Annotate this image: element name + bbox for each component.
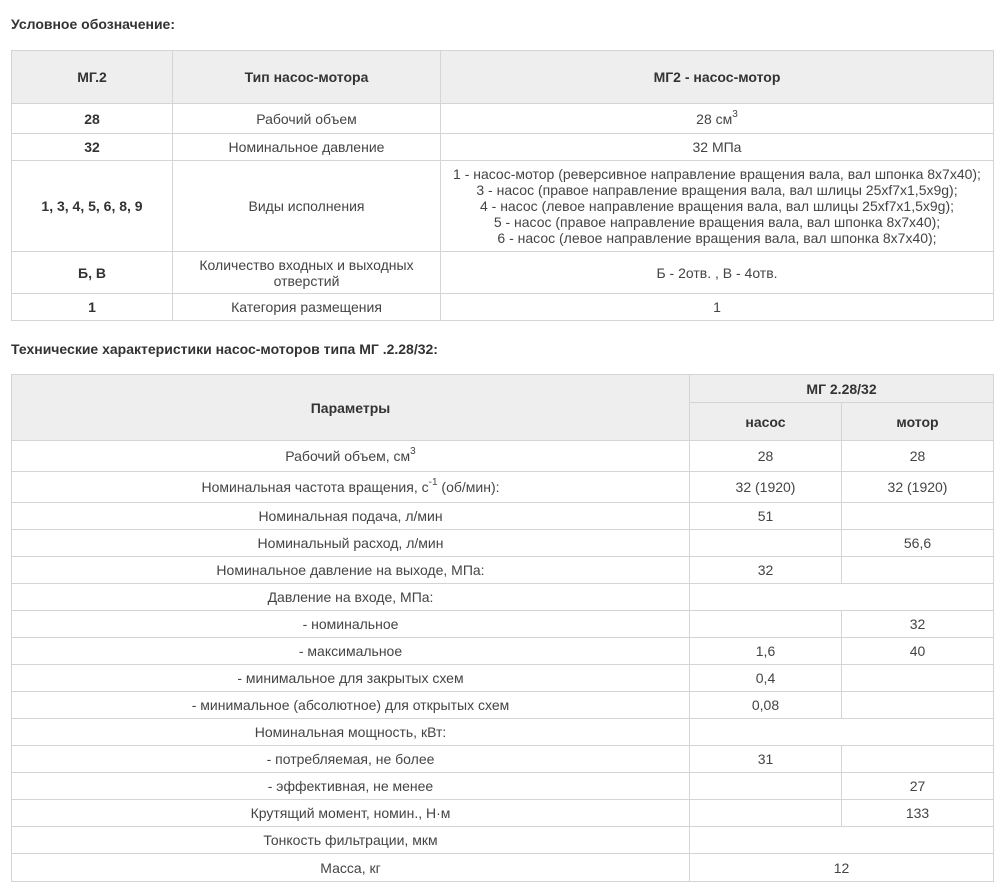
table-row xyxy=(12,530,994,557)
variant-line: 3 - насос (правое направление вращения вала, вал шлицы 25xf7x1,5x9g); xyxy=(476,182,958,198)
table-row xyxy=(12,557,994,584)
merged-cell: 12 xyxy=(690,854,994,882)
motor-cell: 40 xyxy=(842,638,994,665)
value-cell: 32 МПа xyxy=(441,134,994,161)
param-cell: Номинальное давление на выходе, МПа: xyxy=(12,557,690,584)
pump-cell: 0,4 xyxy=(690,665,842,692)
param-cell: - потребляемая, не более xyxy=(12,746,690,773)
table-row xyxy=(12,584,994,611)
param-cell: - номинальное xyxy=(12,611,690,638)
value-cell: 1 xyxy=(441,294,994,321)
table-row xyxy=(12,746,994,773)
table-row xyxy=(12,692,994,719)
header-cell: МГ.2 xyxy=(12,51,173,104)
variant-line: 6 - насос (левое направление вращения вала, вал шпонка 8х7х40); xyxy=(497,230,937,246)
value-cell: Б - 2отв. , В - 4отв. xyxy=(441,252,994,294)
merged-cell xyxy=(690,719,994,746)
header-cell-motor: мотор xyxy=(842,403,994,441)
pump-cell: 51 xyxy=(690,503,842,530)
pump-cell: 31 xyxy=(690,746,842,773)
table-row xyxy=(12,503,994,530)
table-row xyxy=(12,294,994,321)
name-cell: Количество входных и выходных отверстий xyxy=(173,252,441,294)
param-cell xyxy=(12,441,690,472)
pump-cell: 28 xyxy=(690,441,842,472)
table-header-row xyxy=(12,51,994,104)
superscript: 3 xyxy=(732,108,738,120)
param-cell: - эффективная, не менее xyxy=(12,773,690,800)
motor-cell: 133 xyxy=(842,800,994,827)
motor-cell: 27 xyxy=(842,773,994,800)
param-text: Номинальная частота вращения, с xyxy=(201,479,429,495)
motor-cell: 32 xyxy=(842,611,994,638)
pump-cell: 1,6 xyxy=(690,638,842,665)
header-cell-pump: насос xyxy=(690,403,842,441)
header-cell: Тип насос-мотора xyxy=(173,51,441,104)
merged-cell xyxy=(690,827,994,854)
variant-line: 5 - насос (правое направление вращения вала, вал шпонка 8х7х40); xyxy=(493,214,941,230)
motor-cell: 56,6 xyxy=(842,530,994,557)
pump-cell xyxy=(690,611,842,638)
table-row xyxy=(12,800,994,827)
table-row xyxy=(12,161,994,252)
pump-cell xyxy=(690,530,842,557)
table-row xyxy=(12,665,994,692)
motor-cell: 32 (1920) xyxy=(842,472,994,503)
motor-cell xyxy=(842,692,994,719)
param-cell xyxy=(12,472,690,503)
table-row xyxy=(12,773,994,800)
param-cell: Давление на входе, МПа: xyxy=(12,584,690,611)
header-cell-params: Параметры xyxy=(12,375,690,441)
value-text: 28 см xyxy=(696,110,733,127)
code-cell: 28 xyxy=(12,104,173,134)
motor-cell xyxy=(842,557,994,584)
variant-line: 1 - насос-мотор (реверсивное направление вращения вала, вал шпонка 8х7х40); xyxy=(453,166,981,182)
superscript: 3 xyxy=(410,446,416,458)
code-cell: 1, 3, 4, 5, 6, 8, 9 xyxy=(12,161,173,252)
code-cell: 32 xyxy=(12,134,173,161)
header-cell: МГ2 - насос-мотор xyxy=(441,51,994,104)
param-tail: (об/мин): xyxy=(437,479,500,495)
table-header-row xyxy=(12,375,994,403)
superscript: -1 xyxy=(428,477,438,489)
table-row xyxy=(12,134,994,161)
motor-cell xyxy=(842,746,994,773)
name-cell: Рабочий объем xyxy=(173,104,441,134)
value-cell xyxy=(441,104,994,134)
variant-line: 4 - насос (левое направление вращения вала, вал шлицы 25xf7x1,5x9g); xyxy=(479,198,955,214)
pump-cell xyxy=(690,800,842,827)
motor-cell xyxy=(842,665,994,692)
param-cell: Масса, кг xyxy=(12,854,690,882)
name-cell: Виды исполнения xyxy=(173,161,441,252)
code-cell: Б, В xyxy=(12,252,173,294)
header-cell-group: МГ 2.28/32 xyxy=(690,375,994,403)
table-row xyxy=(12,252,994,294)
code-cell: 1 xyxy=(12,294,173,321)
designation-table xyxy=(11,50,994,321)
merged-cell xyxy=(690,584,994,611)
param-cell: Номинальная подача, л/мин xyxy=(12,503,690,530)
param-cell: Номинальная мощность, кВт: xyxy=(12,719,690,746)
table-row xyxy=(12,104,994,134)
specs-table xyxy=(11,374,994,882)
table-row xyxy=(12,854,994,882)
value-cell xyxy=(441,161,994,252)
param-cell: Крутящий момент, номин., Н·м xyxy=(12,800,690,827)
param-text: Рабочий объем, см xyxy=(285,448,411,464)
param-cell: Тонкость фильтрации, мкм xyxy=(12,827,690,854)
table-row xyxy=(12,719,994,746)
param-cell: - минимальное (абсолютное) для открытых схем xyxy=(12,692,690,719)
table-row xyxy=(12,611,994,638)
section-title-specs: Технические характеристики насос-моторов типа МГ .2.28/32: xyxy=(11,341,438,357)
name-cell: Категория размещения xyxy=(173,294,441,321)
pump-cell: 0,08 xyxy=(690,692,842,719)
name-cell: Номинальное давление xyxy=(173,134,441,161)
param-cell: Номинальный расход, л/мин xyxy=(12,530,690,557)
param-cell: - максимальное xyxy=(12,638,690,665)
pump-cell: 32 (1920) xyxy=(690,472,842,503)
motor-cell: 28 xyxy=(842,441,994,472)
param-cell: - минимальное для закрытых схем xyxy=(12,665,690,692)
table-row xyxy=(12,827,994,854)
motor-cell xyxy=(842,503,994,530)
table-row xyxy=(12,472,994,503)
table-row xyxy=(12,638,994,665)
pump-cell: 32 xyxy=(690,557,842,584)
section-title-designation: Условное обозначение: xyxy=(11,16,176,32)
pump-cell xyxy=(690,773,842,800)
table-row xyxy=(12,441,994,472)
